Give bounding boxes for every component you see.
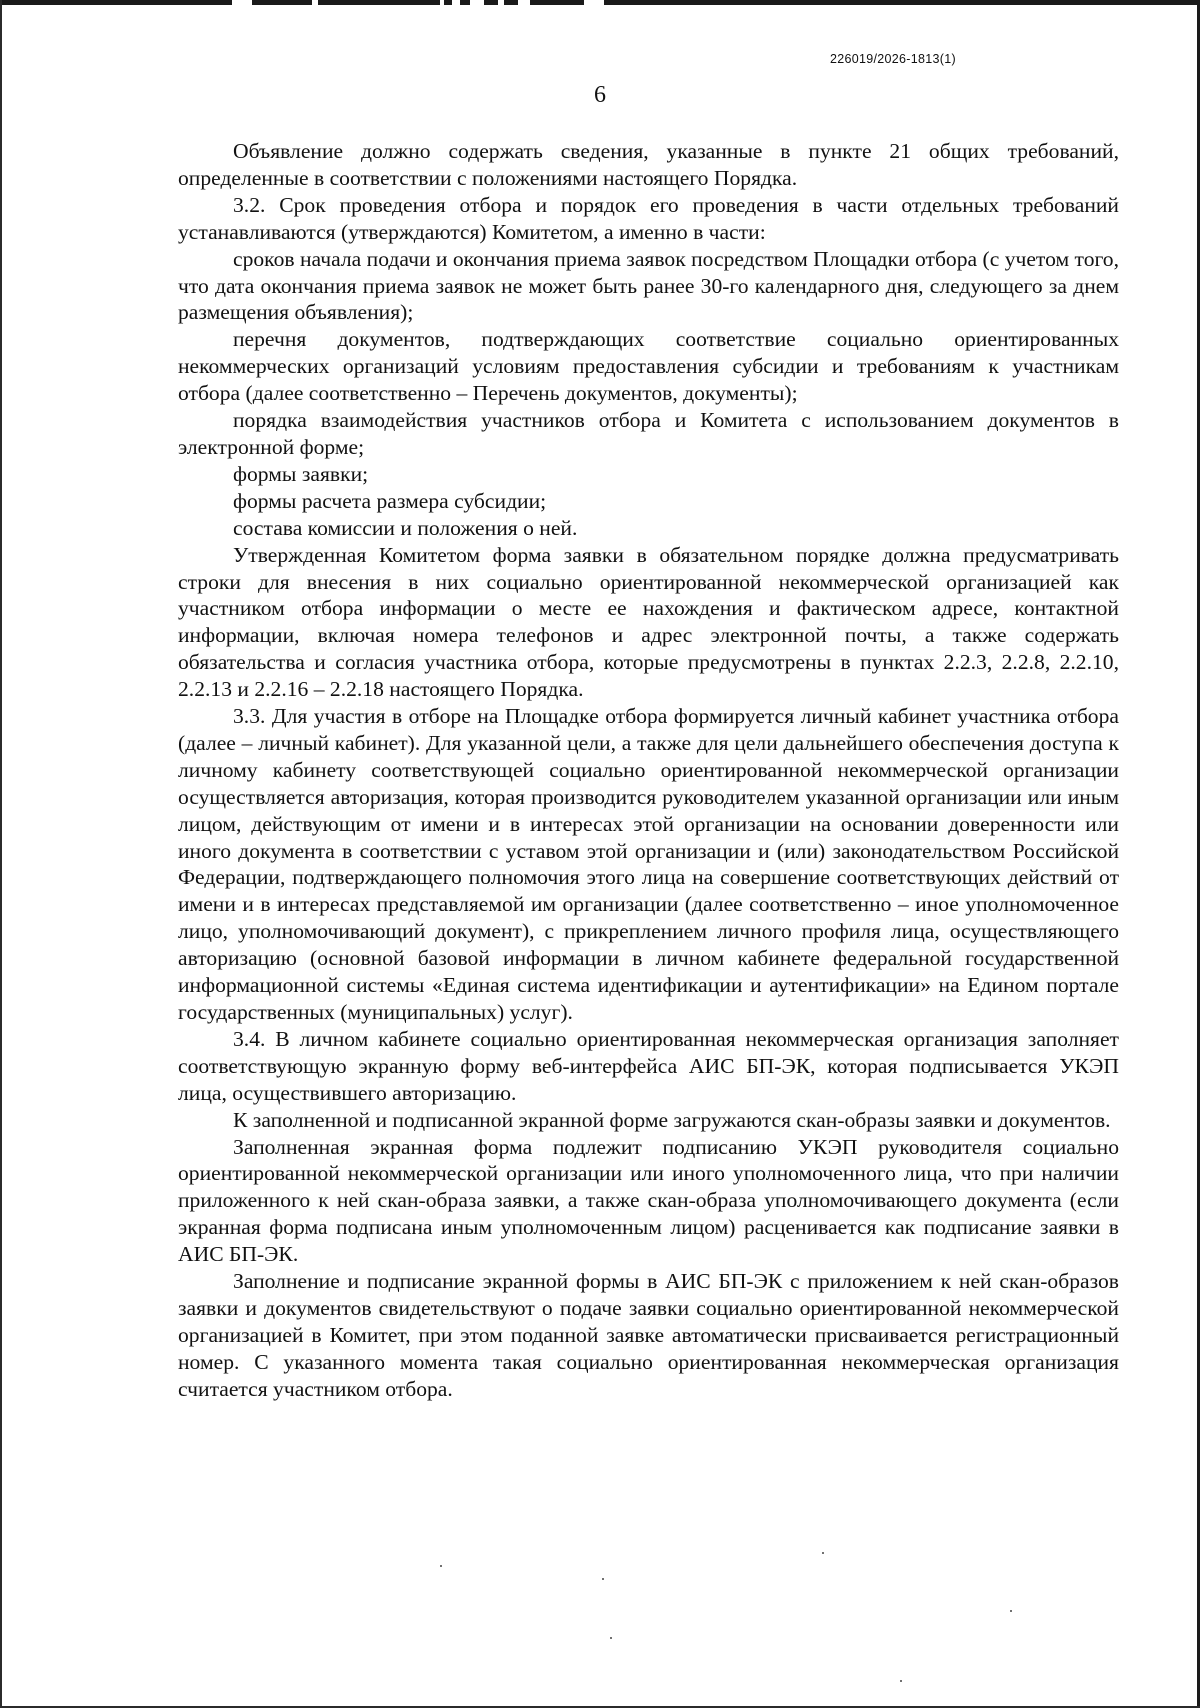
paragraph: порядка взаимодействия участников отбора и Комитета с использованием документов в электронной форме; — [178, 408, 1119, 459]
paragraph: формы заявки; — [233, 461, 369, 486]
scan-speck — [602, 1578, 604, 1580]
paragraph: 3.4. В личном кабинете социально ориентированная некоммерческая организация заполняет соответствующую экранную форму веб-интерфейса АИС БП-ЭК, которая подписывается УКЭП лица, осуществившего авторизацию. — [178, 1026, 1119, 1105]
document-body — [178, 138, 1119, 1403]
paragraph: перечня документов, подтверждающих соответствие социально ориентированных некоммерческих организаций условиям предоставления субсидии и требованиям к участникам отбора (далее соответственно – Перечень документов, документы); — [178, 327, 1119, 406]
scan-speck — [610, 1637, 612, 1639]
paragraph: Объявление должно содержать сведения, указанные в пункте 21 общих требований, определенные в соответствии с положениями настоящего Порядка. — [178, 139, 1119, 190]
paragraph: К заполненной и подписанной экранной форме загружаются скан-образы заявки и документов. — [233, 1107, 1111, 1132]
document-id: 226019/2026-1813(1) — [830, 52, 956, 66]
scan-speck — [1010, 1610, 1012, 1612]
paragraph: формы расчета размера субсидии; — [233, 488, 547, 513]
paragraph: 3.3. Для участия в отборе на Площадке отбора формируется личный кабинет участника отбора (далее – личный кабинет). Для указанной цели, а также для цели дальнейшего обеспечения доступа к личному кабинету соответствующей социально ориентированной некоммерческой организации осуществляется авторизация, которая производится руководителем указанной организации или иным лицом, действующим от имени и в интересах этой организации на основании доверенности или иного документа в соответствии с уставом этой организации и (или) законодательством Российской Федерации, подтверждающего полномочия этого лица на совершение соответствующих действий от имени и в интересах представляемой им организации (далее соответственно – иное уполномоченное лицо, уполномочивающий документ), с прикреплением личного профиля лица, осуществляющего авторизацию (основной базовой информации в личном кабинете федеральной государственной информационной системы «Единая система идентификации и аутентификации» на Едином портале государственных (муниципальных) услуг). — [178, 704, 1119, 1024]
paragraph: Утвержденная Комитетом форма заявки в обязательном порядке должна предусматривать строки для внесения в них социально ориентированной некоммерческой организацией как участником отбора информации о месте ее нахождения и фактическом адресе, контактной информации, включая номера телефонов и адрес электронной почты, а также содержать обязательства и согласия участника отбора, которые предусмотрены в пунктах 2.2.3, 2.2.8, 2.2.10, 2.2.13 и 2.2.16 – 2.2.18 настоящего Порядка. — [178, 542, 1119, 702]
paragraph: 3.2. Срок проведения отбора и порядок его проведения в части отдельных требований устанавливаются (утверждаются) Комитетом, а именно в части: — [178, 192, 1119, 244]
scan-top-border — [0, 0, 1200, 5]
paragraph: Заполненная экранная форма подлежит подписанию УКЭП руководителя социально ориентированной некоммерческой организации или иного уполномоченного лица, что при наличии приложенного к ней скан-образа заявки, а также скан-образа уполномочивающего документа (если экранная форма подписана иным уполномоченным лицом) расценивается как подписание заявки в АИС БП-ЭК. — [178, 1134, 1119, 1267]
scan-speck — [900, 1680, 902, 1682]
scan-speck — [822, 1552, 824, 1554]
paragraph: сроков начала подачи и окончания приема заявок посредством Площадки отбора (с учетом того, что дата окончания приема заявок не может быть ранее 30-го календарного дня, следующего за днем размещения объявления); — [178, 246, 1119, 325]
page-number: 6 — [594, 82, 606, 108]
scan-speck — [440, 1565, 442, 1567]
paragraph: Заполнение и подписание экранной формы в АИС БП-ЭК с приложением к ней скан-образов заявки и документов свидетельствуют о подаче заявки социально ориентированной некоммерческой организацией в Комитет, при этом поданной заявке автоматически присваивается регистрационный номер. С указанного момента такая социально ориентированная некоммерческая организация считается участником отбора. — [178, 1269, 1119, 1401]
scan-left-border — [0, 0, 2, 1708]
paragraph: состава комиссии и положения о ней. — [233, 515, 578, 540]
